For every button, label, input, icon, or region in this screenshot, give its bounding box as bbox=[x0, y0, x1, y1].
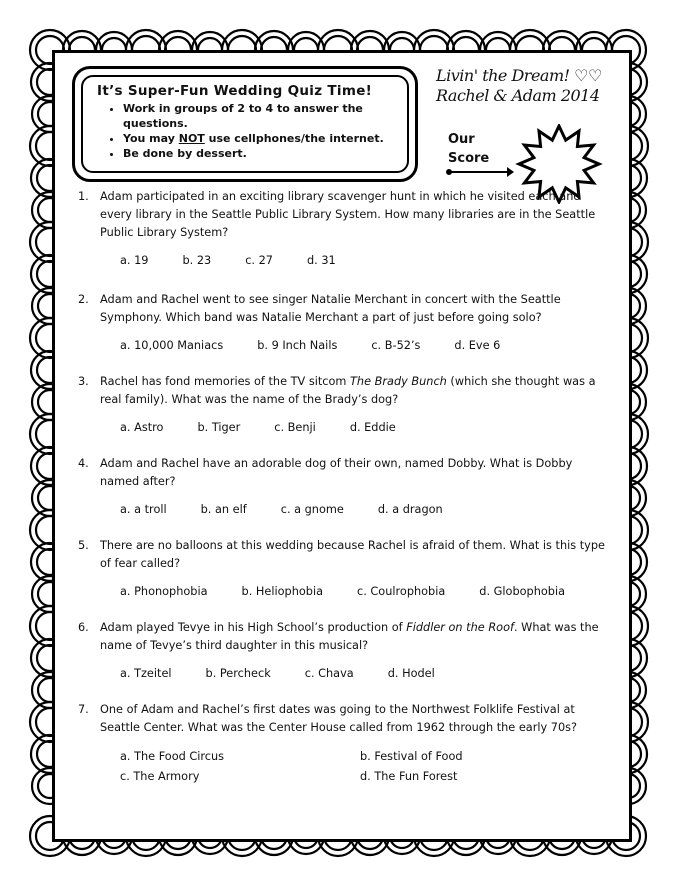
question-text bbox=[100, 455, 610, 491]
arrow-icon bbox=[448, 171, 510, 173]
answer-option[interactable]: a. Astro bbox=[120, 421, 164, 434]
answer-option[interactable]: b. 23 bbox=[182, 254, 212, 267]
text-part: There are no balloons at this wedding because Rachel is afraid of them. What is this type of fear called? bbox=[100, 539, 605, 570]
answer-option[interactable]: c. a gnome bbox=[280, 503, 344, 516]
title-italic: Fiddler on the Roof bbox=[406, 621, 514, 634]
logo-line-1: Livin' the Dream! bbox=[436, 66, 570, 85]
question-text bbox=[100, 291, 610, 327]
text-part: Adam and Rachel have an adorable dog of their own, named Dobby. What is Dobby named after? bbox=[100, 457, 573, 488]
question-number: 2. bbox=[78, 293, 89, 306]
answer-option[interactable]: d. Eddie bbox=[349, 421, 396, 434]
question-text bbox=[100, 188, 610, 242]
question-5 bbox=[78, 537, 610, 618]
rules-list bbox=[97, 101, 397, 161]
answer-option[interactable]: a. 19 bbox=[120, 254, 149, 267]
rule-item: • Work in groups of 2 to 4 to answer the questions. bbox=[123, 101, 397, 131]
question-text bbox=[100, 373, 610, 409]
answer-option[interactable]: d. Globophobia bbox=[479, 585, 566, 598]
rule-emphasis: NOT bbox=[178, 132, 205, 145]
answer-option[interactable]: c. The Armory bbox=[120, 770, 200, 783]
answer-option[interactable]: b. Festival of Food bbox=[360, 750, 463, 763]
answer-options bbox=[120, 501, 610, 519]
answer-options bbox=[120, 337, 610, 355]
answer-option[interactable]: c. Benji bbox=[274, 421, 316, 434]
text-part: (which she thought was a real family). What was the name of the Brady’s dog? bbox=[100, 375, 596, 406]
question-3 bbox=[78, 373, 610, 454]
question-4 bbox=[78, 455, 610, 536]
answer-options bbox=[120, 665, 610, 683]
text-part: Rachel has fond memories of the TV sitcom bbox=[100, 375, 351, 388]
answer-option[interactable]: b. an elf bbox=[200, 503, 247, 516]
couple-logo bbox=[436, 66, 606, 106]
question-number: 6. bbox=[78, 621, 89, 634]
answer-option[interactable]: c. 27 bbox=[245, 254, 273, 267]
question-number: 3. bbox=[78, 375, 89, 388]
answer-option[interactable]: a. The Food Circus bbox=[120, 750, 225, 763]
quiz-title: It’s Super-Fun Wedding Quiz Time! bbox=[97, 83, 373, 99]
score-label bbox=[448, 130, 489, 168]
hearts-icon: ♡♡ bbox=[574, 66, 602, 85]
text-part: One of Adam and Rachel’s first dates was going to the Northwest Folklife Festival at Seattle Center. What was the Center House called from 1962 through the early 70s? bbox=[100, 703, 578, 734]
question-number: 7. bbox=[78, 703, 89, 716]
answer-option[interactable]: d. Hodel bbox=[387, 667, 435, 680]
instructions-box bbox=[72, 66, 418, 182]
text-part: Adam played Tevye in his High School’s production of bbox=[100, 621, 407, 634]
question-7 bbox=[78, 701, 610, 787]
answer-option[interactable]: d. Eve 6 bbox=[454, 339, 501, 352]
answer-options bbox=[120, 252, 610, 270]
question-text bbox=[100, 701, 610, 737]
answer-option[interactable]: a. Phonophobia bbox=[120, 585, 208, 598]
answer-option[interactable]: c. Chava bbox=[304, 667, 354, 680]
rule-item: • Be done by dessert. bbox=[123, 146, 397, 161]
text-part: . What was the name of Tevye’s third daughter in this musical? bbox=[100, 621, 599, 652]
answer-option[interactable]: a. Tzeitel bbox=[120, 667, 172, 680]
rule-text: You may bbox=[123, 132, 179, 145]
question-1 bbox=[78, 188, 610, 287]
answer-option[interactable]: b. 9 Inch Nails bbox=[257, 339, 338, 352]
answer-options bbox=[120, 419, 610, 437]
answer-option[interactable]: c. Coulrophobia bbox=[357, 585, 446, 598]
answer-options bbox=[120, 583, 610, 601]
question-number: 5. bbox=[78, 539, 89, 552]
answer-option[interactable]: b. Heliophobia bbox=[241, 585, 324, 598]
title-italic: The Brady Bunch bbox=[350, 375, 447, 388]
rule-item bbox=[123, 131, 397, 146]
answer-option[interactable]: d. 31 bbox=[307, 254, 336, 267]
question-text bbox=[100, 537, 610, 573]
answer-option[interactable]: c. B-52’s bbox=[371, 339, 421, 352]
question-6 bbox=[78, 619, 610, 700]
answer-option[interactable]: a. 10,000 Maniacs bbox=[120, 339, 224, 352]
question-number: 4. bbox=[78, 457, 89, 470]
question-number: 1. bbox=[78, 190, 89, 203]
answer-option[interactable]: d. The Fun Forest bbox=[360, 770, 458, 783]
answer-options bbox=[120, 747, 610, 787]
answer-option[interactable]: d. a dragon bbox=[377, 503, 443, 516]
logo-line-2: Rachel & Adam 2014 bbox=[436, 86, 600, 105]
answer-option[interactable]: b. Percheck bbox=[205, 667, 271, 680]
question-text bbox=[100, 619, 610, 655]
question-2 bbox=[78, 291, 610, 372]
rule-text: use cellphones/the internet. bbox=[204, 132, 384, 145]
score-label-line: Score bbox=[448, 151, 490, 166]
text-part: Adam and Rachel went to see singer Natalie Merchant in concert with the Seattle Symphony. Which band was Natalie Merchant a part of just before going solo? bbox=[100, 293, 561, 324]
text-part: Adam participated in an exciting library scavenger hunt in which he visited each and every library in the Seattle Public Library System. How many libraries are in the Seattle Public Library System? bbox=[100, 190, 596, 239]
answer-option[interactable]: a. a troll bbox=[120, 503, 167, 516]
answer-option[interactable]: b. Tiger bbox=[197, 421, 241, 434]
score-label-line: Our bbox=[448, 132, 475, 147]
